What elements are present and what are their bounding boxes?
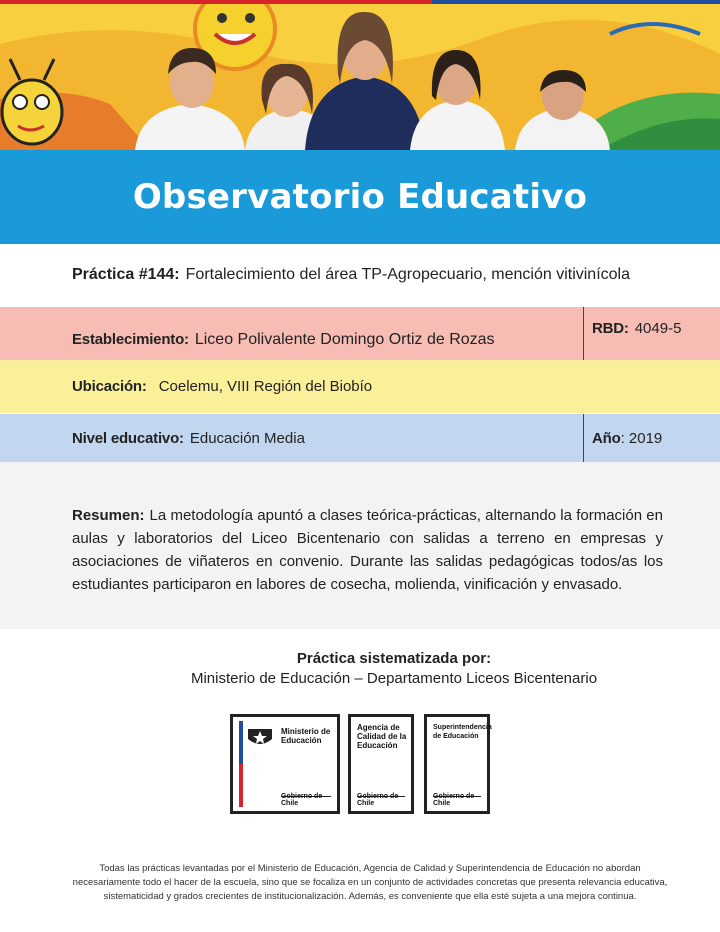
rbd-label: RBD: [592,320,629,337]
school-name: Liceo Polivalente Domingo Ortiz de Rozas [194,330,495,348]
level-row [0,414,720,462]
level-value: Educación Media [189,429,305,447]
title-banner [0,150,720,244]
level-label: Nivel educativo: [72,429,184,447]
super-name: Superintendencia de Educación [433,724,492,740]
year-label: Año [592,429,621,447]
school-label: Establecimiento: [72,331,189,348]
superintendencia-logo [424,714,490,814]
location-value: Coelemu, VIII Región del Biobío [158,378,373,395]
rbd-value: 4049-5 [634,320,682,337]
systematized-by-title: Práctica sistematizada por: [296,650,492,667]
hero-illustration [0,4,720,150]
location-row [0,360,720,413]
mineduc-name: Ministerio de Educación [281,727,331,745]
systematized-by-section [0,650,720,687]
agencia-name: Agencia de Calidad de la Educación [357,723,407,750]
practice-title-row [0,244,720,306]
year-value: : 2019 [620,429,663,447]
coat-of-arms-icon [245,725,275,749]
super-gob: Gobierno de Chile [433,793,475,807]
summary-label: Resumen: [72,507,145,524]
practice-number-label: Práctica #144: [72,266,180,283]
summary-text: La metodología apuntó a clases teórica-prácticas, alternando la formación en aulas y laboratorios del Liceo Bicentenario con salidas a terreno en empresas y asociaciones de viñateros en convenio. Durante las salidas pedagógicas todos/as los estudiantes participaron en labores de cosecha, molienda, vinificación y envasado. [72,507,663,593]
mineduc-gob: Gobierno de Chile [281,793,323,807]
mineduc-logo [230,714,340,814]
disclaimer-footer: Todas las prácticas levantadas por el Ministerio de Educación, Agencia de Calidad y Superintendencia de Educación no abordan necesariamente todo el hacer de la escuela, sino que se focaliza en un conjunto de actividades concretas que presenta relevancia educativa, sistematicidad y grados crecientes de institucionalización. Además, es conveniente que ella esté sujeta a una mejora continua. [72,863,668,902]
logo-flag-stripe [239,721,243,807]
institution-logos [0,714,720,814]
agencia-logo [348,714,414,814]
page-title: Observatorio Educativo [132,177,588,217]
hero-photo [0,4,720,150]
practice-title: Fortalecimiento del área TP-Agropecuario, mención vitivinícola [185,266,630,283]
agencia-gob: Gobierno de Chile [357,793,399,807]
systematized-by-org: Ministerio de Educación – Departamento Liceos Bicentenario [190,670,598,687]
rbd-cell [583,307,681,360]
summary-section [0,462,720,629]
year-cell [583,414,662,462]
school-row [0,307,720,360]
location-label: Ubicación: [72,378,147,395]
